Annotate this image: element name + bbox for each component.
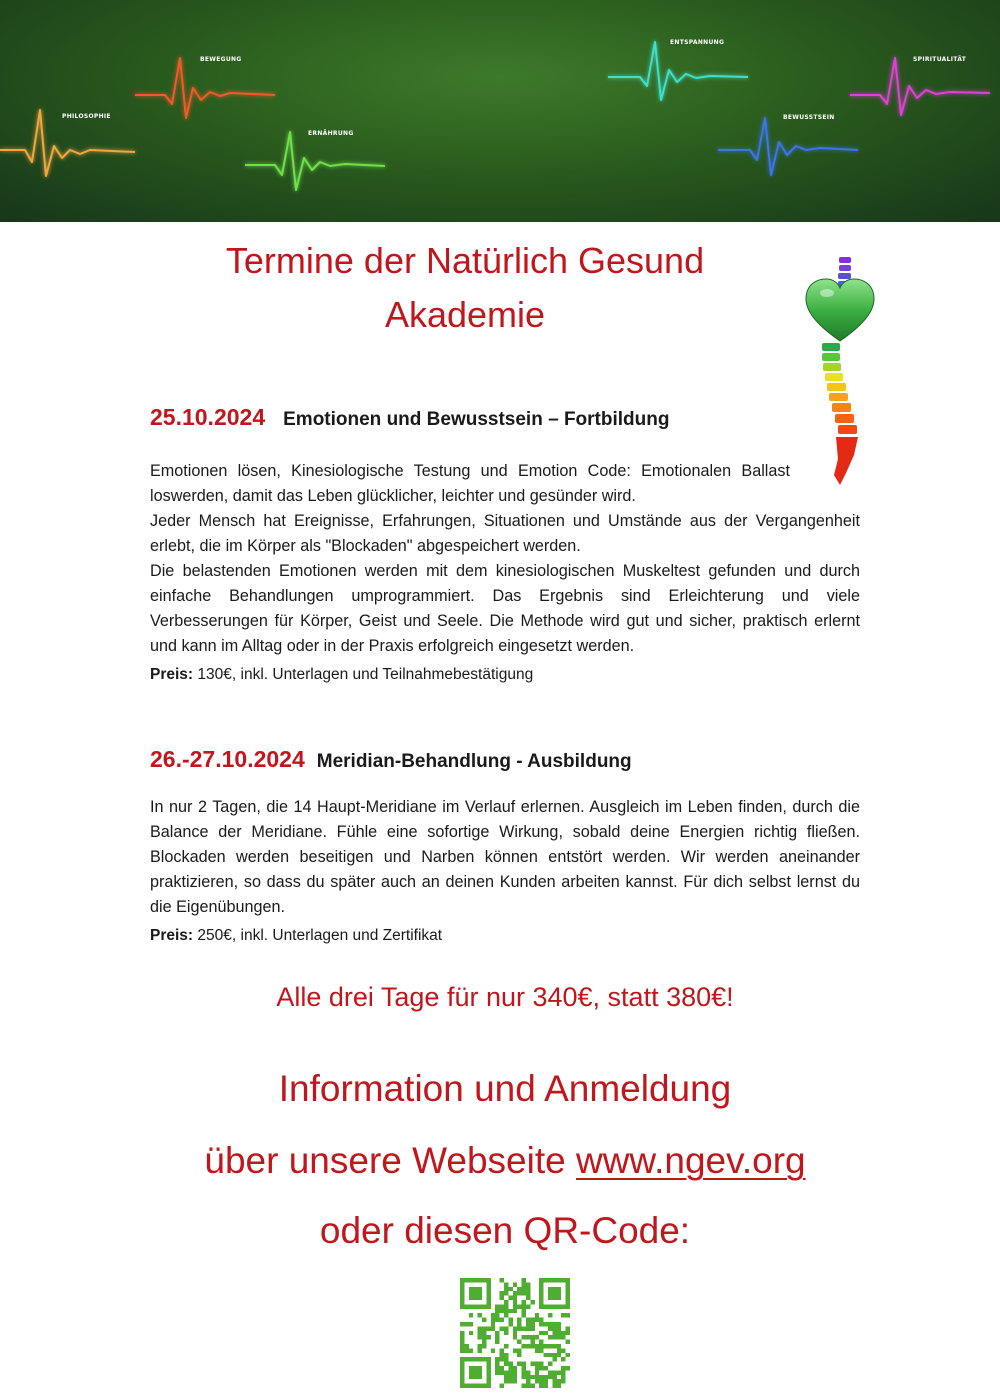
cta-line2-prefix: über unsere Webseite — [204, 1140, 576, 1181]
label-bewusstsein: BEWUSSTSEIN — [783, 114, 835, 121]
heartbeat-line-entspannung — [608, 42, 748, 100]
label-ernaehrung: ERNÄHRUNG — [308, 130, 354, 137]
event1-paragraph-2: Jeder Mensch hat Ereignisse, Erfahrungen, Situationen und Umstände aus der Vergangenheit erlebt, die im Körper als "Blockaden" abgespeichert werden. — [150, 512, 860, 555]
bundle-offer: Alle drei Tage für nur 340€, statt 380€! — [276, 982, 734, 1012]
header-banner — [0, 0, 1000, 222]
cta-line2 — [100, 1140, 910, 1182]
heartbeat-line-spiritualitaet — [850, 58, 990, 115]
event1-price-text: 130€, inkl. Unterlagen und Teilnahmebestätigung — [197, 666, 534, 683]
label-bewegung: BEWEGUNG — [200, 56, 242, 63]
event1-header — [150, 404, 669, 431]
heartbeat-line-bewegung — [135, 58, 275, 118]
event2-header — [150, 746, 632, 773]
event1-paragraph-1: Emotionen lösen, Kinesiologische Testung und Emotion Code: Emotionalen Ballast loswerden, damit das Leben glücklicher, leichter und gesünder wird. — [150, 462, 790, 505]
page-title-line1: Termine der Natürlich Gesund — [225, 240, 705, 281]
spine-heart-illustration — [800, 255, 880, 490]
heartbeat-lines-graphic — [0, 0, 1000, 222]
event2-description — [150, 795, 860, 948]
event1-price — [150, 662, 860, 687]
heartbeat-line-bewusstsein — [718, 118, 858, 175]
heart-icon — [806, 279, 874, 341]
event1-description — [150, 459, 860, 687]
event1-title: Emotionen und Bewusstsein – Fortbildung — [283, 409, 670, 430]
event1-price-label: Preis: — [150, 666, 194, 683]
label-spiritualitaet: SPIRITUALITÄT — [913, 56, 967, 63]
event2-date: 26.-27.10.2024 — [150, 746, 305, 772]
event1-paragraph-3: Die belastenden Emotionen werden mit dem kinesiologischen Muskeltest gefunden und durch einfache Behandlungen umprogrammiert. Das Ergebnis sind Erleichterung und viele Verbesserungen für Körper, Geist und Seele. Die Methode wird gut und sicher, praktisch erlernt und kann im Alltag oder in der Praxis erfolgreich eingesetzt werden. — [150, 562, 860, 655]
label-philosophie: PHILOSOPHIE — [62, 113, 111, 120]
page-title-line2: Akademie — [384, 294, 546, 335]
event2-price-label: Preis: — [150, 927, 194, 944]
heartbeat-line-ernaehrung — [245, 132, 385, 190]
event1-date: 25.10.2024 — [150, 404, 266, 430]
event2-paragraph-1: In nur 2 Tagen, die 14 Haupt-Meridiane im Verlauf erlernen. Ausgleich im Leben finden, durch die Balance der Meridiane. Fühle eine sofortige Wirkung, sobald deine Energien richtig fließen. Blockaden werden beseitigen und Narben können entstört werden. Wir werden aneinander praktizieren, so dass du später auch an deinen Kunden arbeiten kannst. Für dich selbst lernst du die Eigenübungen. — [150, 798, 860, 916]
event2-price-text: 250€, inkl. Unterlagen und Zertifikat — [197, 927, 443, 944]
event2-price — [150, 923, 860, 948]
qr-code[interactable] — [460, 1278, 570, 1388]
label-entspannung: ENTSPANNUNG — [670, 39, 725, 46]
website-link[interactable]: www.ngev.org — [575, 1140, 806, 1181]
cta-line3: oder diesen QR-Code: — [319, 1210, 691, 1251]
cta-line1: Information und Anmeldung — [278, 1068, 732, 1109]
event2-title: Meridian-Behandlung - Ausbildung — [316, 751, 632, 772]
